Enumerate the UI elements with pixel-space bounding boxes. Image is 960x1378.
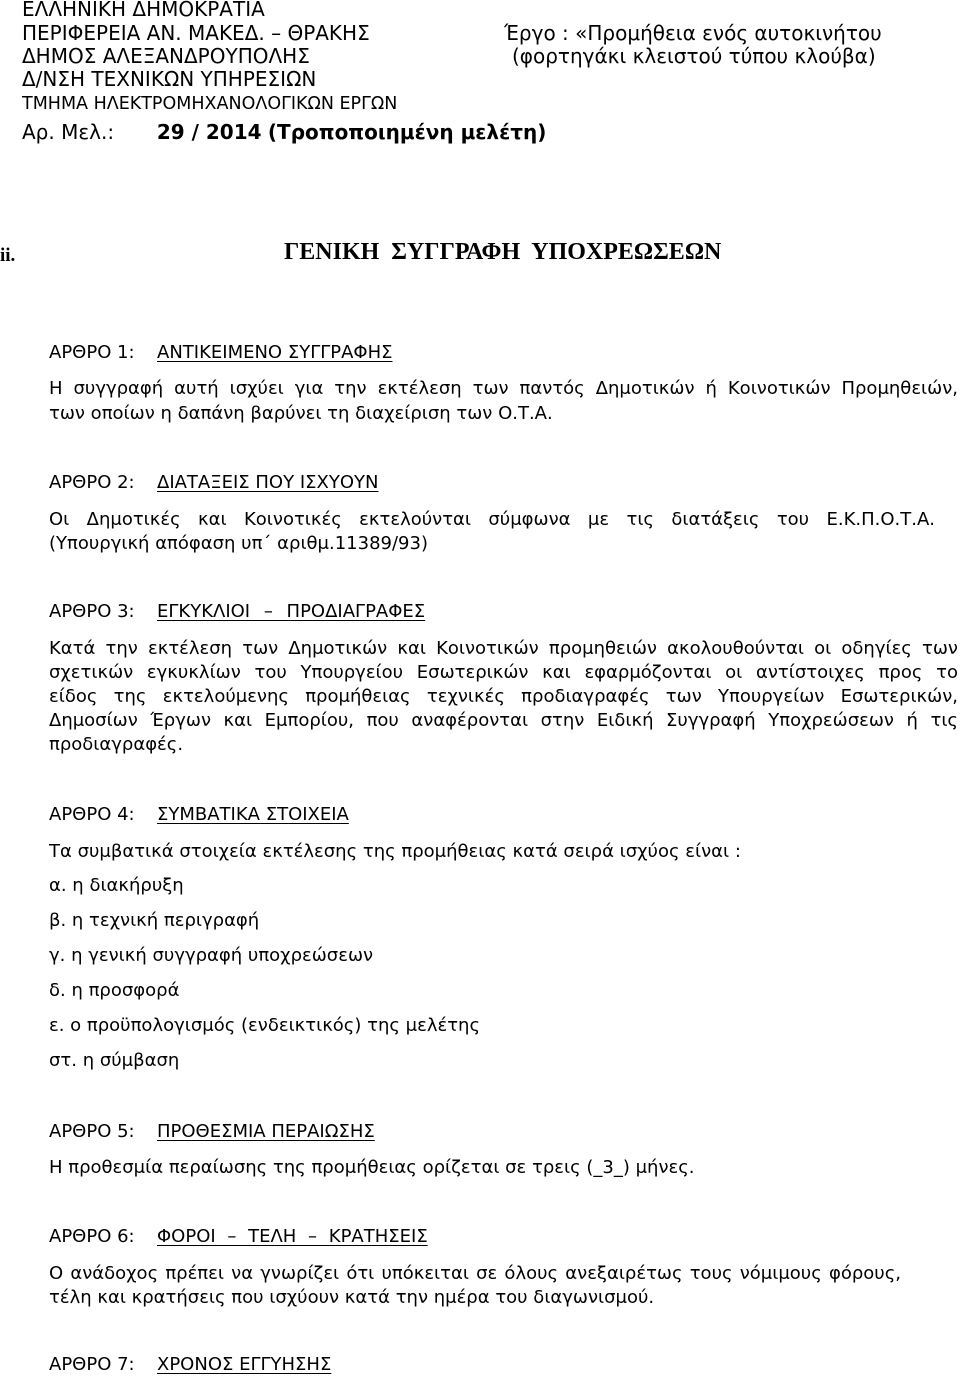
header-region: ΠΕΡΙΦΕΡΕΙΑ ΑΝ. ΜΑΚΕΔ. – ΘΡΑΚΗΣ [22,21,370,45]
article-7-heading [49,1354,331,1375]
header-country: ΕΛΛΗΝΙΚΗ ΔΗΜΟΚΡΑΤΙΑ [22,0,265,21]
article-7-title: ΧΡΟΝΟΣ ΕΓΓΥΗΣΗΣ [157,1354,332,1375]
article-3-line-1: Κατά την εκτέλεση των Δημοτικών και Κοινοτικών προμηθειών ακολουθούνται οι οδηγίες των [49,638,958,659]
article-2-line-2: (Υπουργική απόφαση υπ΄ αριθμ.11389/93) [49,533,428,554]
article-4-intro: Τα συμβατικά στοιχεία εκτέλεσης της προμήθειας κατά σειρά ισχύος είναι : [49,841,741,862]
article-7-label: ΑΡΘΡΟ 7: [49,1354,135,1375]
article-2-heading [49,472,378,493]
article-1-heading [49,342,393,363]
article-6-heading [49,1226,428,1247]
study-ref-note: (Τροποποιημένη μελέτη) [267,120,547,144]
article-6-label: ΑΡΘΡΟ 6: [49,1226,135,1247]
article-5-line-1: Η προθεσμία περαίωσης της προμήθειας ορίζεται σε τρεις (_3_) μήνες. [49,1157,695,1178]
header-department: ΤΜΗΜΑ ΗΛΕΚΤΡΟΜΗΧΑΝΟΛΟΓΙΚΩΝ ΕΡΓΩΝ [22,94,398,114]
article-5-heading [49,1121,375,1142]
study-reference [22,121,546,144]
article-4-item: στ. η σύμβαση [49,1050,180,1071]
study-ref-label: Αρ. Μελ.: [22,120,115,144]
header-directorate: Δ/ΝΣΗ ΤΕΧΝΙΚΩΝ ΥΠΗΡΕΣΙΩΝ [22,67,317,91]
article-3-line-5: προδιαγραφές. [49,734,184,755]
article-1-title: ΑΝΤΙΚΕΙΜΕΝΟ ΣΥΓΓΡΑΦΗΣ [157,342,393,363]
section-number: ii. [0,245,16,266]
article-4-item: β. η τεχνική περιγραφή [49,910,260,931]
article-4-item: δ. η προσφορά [49,980,180,1001]
article-4-heading [49,804,349,825]
article-3-line-2: σχετικών εγκυκλίων του Υπουργείου Εσωτερικών και εφαρμόζονται οι αντίστοιχες προς το [49,662,958,683]
article-3-heading [49,601,425,622]
article-3-line-3: είδος της εκτελούμενης προμήθειας τεχνικές προδιαγραφές των Υπουργείων Εσωτερικών, [49,686,958,707]
article-4-item: γ. η γενική συγγραφή υποχρεώσεων [49,945,374,966]
article-4-label: ΑΡΘΡΟ 4: [49,804,135,825]
article-3-title: ΕΓΚΥΚΛΙΟΙ – ΠΡΟΔΙΑΓΡΑΦΕΣ [157,601,426,622]
article-6-line-1: Ο ανάδοχος πρέπει να γνωρίζει ότι υπόκειται σε όλους ανεξαιρέτως τους νόμιμους φόρους, [49,1263,901,1284]
article-4-title: ΣΥΜΒΑΤΙΚΑ ΣΤΟΙΧΕΙΑ [157,804,349,825]
article-2-title: ΔΙΑΤΑΞΕΙΣ ΠΟΥ ΙΣΧΥΟΥΝ [157,472,379,493]
article-1-label: ΑΡΘΡΟ 1: [49,342,135,363]
header-municipality: ΔΗΜΟΣ ΑΛΕΞΑΝΔΡΟΥΠΟΛΗΣ [22,44,310,68]
study-ref-number: 29 / 2014 [156,120,262,144]
article-4-item: α. η διακήρυξη [49,875,184,896]
article-1-line-2: των οποίων η δαπάνη βαρύνει τη διαχείριση των Ο.Τ.Α. [49,403,553,424]
article-4-item: ε. ο προϋπολογισμός (ενδεικτικός) της μελέτης [49,1015,481,1036]
article-2-line-1: Οι Δημοτικές και Κοινοτικές εκτελούνται σύμφωνα με τις διατάξεις του Ε.Κ.Π.Ο.Τ.Α. [49,509,935,530]
article-3-line-4: Δημοσίων Έργων και Εμπορίου, που αναφέρονται στην Ειδική Συγγραφή Υποχρεώσεων ή τις [49,710,958,731]
project-title-line1: Έργο : «Προμήθεια ενός αυτοκινήτου [504,21,882,45]
article-6-line-2: τέλη και κρατήσεις που ισχύουν κατά την ημέρα του διαγωνισμού. [49,1287,655,1308]
article-5-title: ΠΡΟΘΕΣΜΙΑ ΠΕΡΑΙΩΣΗΣ [157,1121,375,1142]
project-title-line2: (φορτηγάκι κλειστού τύπου κλούβα) [512,44,876,68]
article-6-title: ΦΟΡΟΙ – ΤΕΛΗ – ΚΡΑΤΗΣΕΙΣ [157,1226,428,1247]
article-5-label: ΑΡΘΡΟ 5: [49,1121,135,1142]
article-2-label: ΑΡΘΡΟ 2: [49,472,135,493]
section-title: ΓΕΝΙΚΗ ΣΥΓΓΡΑΦΗ ΥΠΟΧΡΕΩΣΕΩΝ [284,239,722,265]
article-1-line-1: Η συγγραφή αυτή ισχύει για την εκτέλεση των παντός Δημοτικών ή Κοινοτικών Προμηθειών, [49,378,958,399]
article-3-label: ΑΡΘΡΟ 3: [49,601,135,622]
